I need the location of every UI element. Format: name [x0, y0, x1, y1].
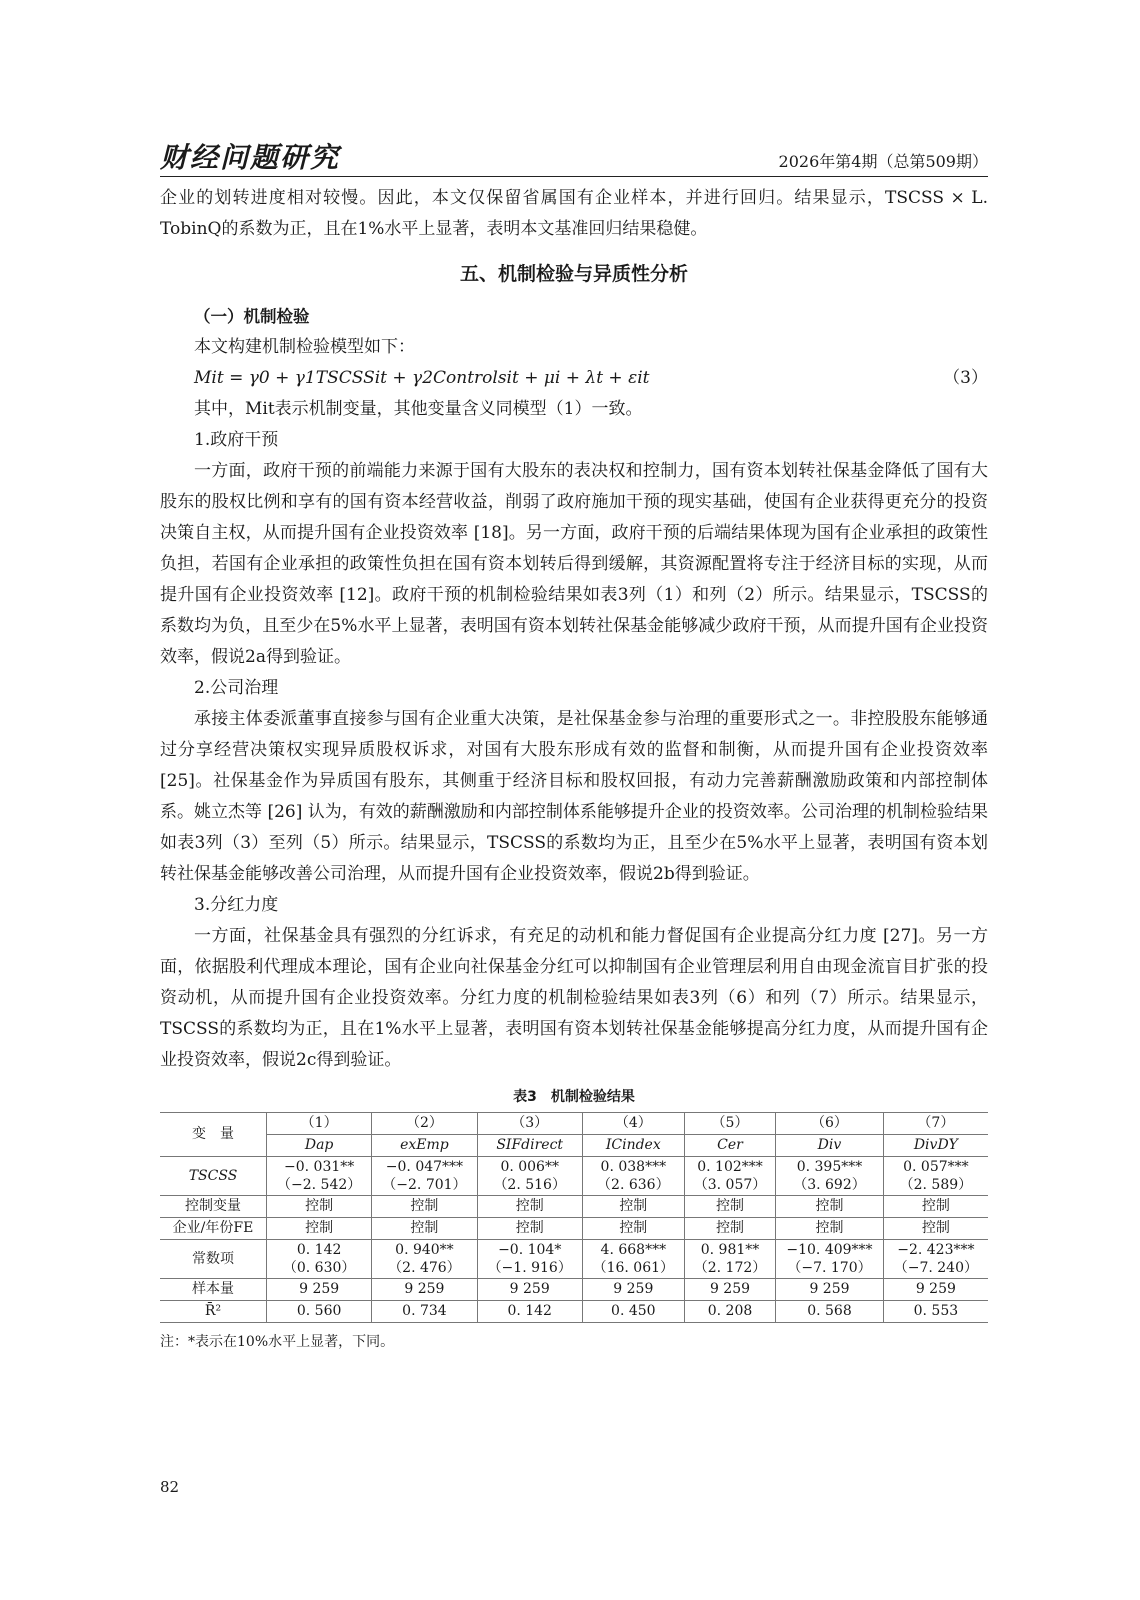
table-row-r2: [160, 1301, 988, 1323]
heading-gov-intervention: 1.政府干预: [194, 430, 279, 450]
journal-title: 财经问题研究: [160, 141, 341, 174]
table-cell: [267, 1240, 372, 1279]
heading-dividend: 3.分红力度: [194, 895, 279, 915]
tstat: （2. 636）: [597, 1177, 670, 1193]
col-var: DivDY: [883, 1135, 988, 1157]
table-cell: [372, 1157, 477, 1196]
table-cell: 9 259: [267, 1279, 372, 1301]
col-var: Cer: [684, 1135, 775, 1157]
table-cell: 控制: [776, 1218, 884, 1240]
issue-info: 2026年第4期（总第509期）: [778, 152, 988, 171]
table-cell: 控制: [582, 1196, 684, 1218]
tstat: （−2. 701）: [382, 1177, 467, 1193]
tstat: （−2. 542）: [277, 1177, 362, 1193]
coef: −0. 047***: [385, 1159, 464, 1175]
table-cell: [776, 1157, 884, 1196]
heading-corporate-governance: 2.公司治理: [194, 678, 279, 698]
table-cell: [883, 1157, 988, 1196]
tstat: （16. 061）: [592, 1260, 675, 1276]
table-cell: [582, 1157, 684, 1196]
table-title: 表3 机制检验结果: [513, 1089, 635, 1105]
col-var: SIFdirect: [477, 1135, 582, 1157]
tstat: （−1. 916）: [487, 1260, 572, 1276]
table-cell: [776, 1240, 884, 1279]
paragraph-p3: 一方面，政府干预的前端能力来源于国有大股东的表决权和控制力，国有资本划转社保基金降低了国有大股东的股权比例和享有的国有资本经营收益，削弱了政府施加干预的现实基础，使国有企业获得更充分的投资决策自主权，从而提升国有企业投资效率 [18]。另一方面，政府干预的后端结果体现为国有企业承担的政策性负担，若国有企业承担的政策性负担在国有资本划转后得到缓解，其资源配置将专注于经济目标的实现，从而提升国有企业投资效率 [12]。政府干预的机制检验结果如表3列（1）和列（2）所示。结果显示，TSCSS的系数均为负，且至少在5%水平上显著，表明国有资本划转社保基金能够减少政府干预，从而提升国有企业投资效率，假说2a得到验证。: [160, 461, 988, 667]
coef: 0. 395***: [796, 1159, 863, 1175]
tstat: （3. 692）: [793, 1177, 866, 1193]
coef: 0. 057***: [903, 1159, 969, 1175]
table-cell: 控制: [776, 1196, 884, 1218]
table-cell: 9 259: [582, 1279, 684, 1301]
coef: −10. 409***: [786, 1242, 873, 1258]
table-row-fe: [160, 1218, 988, 1240]
subsection-title: （一）机制检验: [194, 307, 310, 326]
row-label: TSCSS: [160, 1157, 267, 1196]
table-cell: [477, 1240, 582, 1279]
col-num: （1）: [267, 1113, 372, 1135]
coef: 0. 981**: [700, 1242, 760, 1258]
col-var: Dap: [267, 1135, 372, 1157]
col-num: （7）: [883, 1113, 988, 1135]
body-text: [160, 183, 988, 1076]
table-cell: 控制: [267, 1218, 372, 1240]
table-cell: 0. 568: [776, 1301, 884, 1323]
table-cell: 9 259: [477, 1279, 582, 1301]
row-label: 企业/年份FE: [160, 1218, 267, 1240]
col-num: （4）: [582, 1113, 684, 1135]
coef: −0. 104*: [498, 1242, 562, 1258]
table-cell: 0. 560: [267, 1301, 372, 1323]
table-note: 注：*表示在10%水平上显著，下同。: [160, 1334, 395, 1350]
table-cell: 控制: [582, 1218, 684, 1240]
table-cell: 控制: [267, 1196, 372, 1218]
coef: −2. 423***: [897, 1242, 975, 1258]
tstat: （2. 172）: [693, 1260, 767, 1276]
table-cell: [883, 1240, 988, 1279]
table-cell: 控制: [477, 1196, 582, 1218]
tstat: （−7. 240）: [893, 1260, 978, 1276]
col-var: exEmp: [372, 1135, 477, 1157]
results-table: [160, 1112, 988, 1323]
table-cell: 控制: [883, 1196, 988, 1218]
table-cell: 控制: [477, 1218, 582, 1240]
tstat: （−7. 170）: [787, 1260, 872, 1276]
equation: Mit = γ0 + γ1TSCSSit + γ2Controlsit + μi + λt + εit: [194, 368, 650, 388]
coef: 0. 940**: [395, 1242, 454, 1258]
tstat: （3. 057）: [693, 1177, 767, 1193]
table-cell: 9 259: [372, 1279, 477, 1301]
paragraph-p2: 其中，Mit表示机制变量，其他变量含义同模型（1）一致。: [194, 399, 643, 419]
col-num: （2）: [372, 1113, 477, 1135]
col-num: （5）: [684, 1113, 775, 1135]
table-varname-row: [160, 1135, 988, 1157]
tstat: （2. 589）: [899, 1177, 973, 1193]
tstat: （2. 476）: [388, 1260, 461, 1276]
table-row-constant: [160, 1240, 988, 1279]
paragraph-p1: 本文构建机制检验模型如下：: [194, 337, 415, 357]
equation-row: [160, 363, 988, 394]
tstat: （2. 516）: [493, 1177, 566, 1193]
page-header: [160, 136, 988, 177]
table-cell: 控制: [372, 1218, 477, 1240]
page-number: 82: [160, 1478, 180, 1496]
row-label: R̄²: [160, 1301, 267, 1323]
table-cell: 0. 734: [372, 1301, 477, 1323]
table-cell: [372, 1240, 477, 1279]
table-cell: 9 259: [776, 1279, 884, 1301]
coef: 0. 142: [296, 1242, 342, 1258]
row-label: 样本量: [160, 1279, 267, 1301]
table-cell: 控制: [883, 1218, 988, 1240]
col-num: （6）: [776, 1113, 884, 1135]
table-row-controls: [160, 1196, 988, 1218]
table-header-row: [160, 1113, 988, 1135]
paper-page: [160, 136, 988, 1351]
coef: 0. 006**: [500, 1159, 559, 1175]
equation-number: （3）: [943, 368, 988, 388]
paragraph-p5: 一方面，社保基金具有强烈的分红诉求，有充足的动机和能力督促国有企业提高分红力度 [27]。另一方面，依据股利代理成本理论，国有企业向社保基金分红可以抑制国有企业管理层利用自由现金流盲目扩张的投资动机，从而提升国有企业投资效率。分红力度的机制检验结果如表3列（6）和列（7）所示。结果显示，TSCSS的系数均为正，且在1%水平上显著，表明国有资本划转社保基金能够提高分红力度，从而提升国有企业投资效率，假说2c得到验证。: [160, 926, 988, 1070]
table-cell: 0. 142: [477, 1301, 582, 1323]
col-num: （3）: [477, 1113, 582, 1135]
paragraph-p4: 承接主体委派董事直接参与国有企业重大决策，是社保基金参与治理的重要形式之一。非控股股东能够通过分享经营决策权实现异质股权诉求，对国有大股东形成有效的监督和制衡，从而提升国有企业投资效率 [25]。社保基金作为异质国有股东，其侧重于经济目标和股权回报，有动力完善薪酬激励政策和内部控制体系。姚立杰等 [26] 认为，有效的薪酬激励和内部控制体系能够提升企业的投资效率。公司治理的机制检验结果如表3列（3）至列（5）所示。结果显示，TSCSS的系数均为正，且至少在5%水平上显著，表明国有资本划转社保基金能够改善公司治理，从而提升国有企业投资效率，假说2b得到验证。: [160, 709, 988, 884]
paragraph-p0: 企业的划转进度相对较慢。因此，本文仅保留省属国有企业样本，并进行回归。结果显示，TSCSS × L. TobinQ的系数为正，且在1%水平上显著，表明本文基准回归结果稳健。: [160, 188, 988, 239]
table-cell: 9 259: [883, 1279, 988, 1301]
section-title: 五、机制检验与异质性分析: [459, 263, 688, 285]
col-var: ICindex: [582, 1135, 684, 1157]
coef: 0. 038***: [600, 1159, 667, 1175]
tstat: （0. 630）: [282, 1260, 356, 1276]
table-cell: 0. 208: [684, 1301, 775, 1323]
table-cell: 控制: [684, 1196, 775, 1218]
coef: 4. 668***: [600, 1242, 667, 1258]
table-cell: [477, 1157, 582, 1196]
table-cell: 控制: [372, 1196, 477, 1218]
col-var: Div: [776, 1135, 884, 1157]
table-cell: 0. 450: [582, 1301, 684, 1323]
table-row-n: [160, 1279, 988, 1301]
table-row-tscss: [160, 1157, 988, 1196]
table-corner: 变 量: [160, 1113, 267, 1157]
coef: 0. 102***: [697, 1159, 763, 1175]
coef: −0. 031**: [284, 1159, 355, 1175]
row-label: 常数项: [160, 1240, 267, 1279]
table-cell: [267, 1157, 372, 1196]
table-cell: [684, 1240, 775, 1279]
table-cell: [684, 1157, 775, 1196]
table-cell: 控制: [684, 1218, 775, 1240]
table-cell: 0. 553: [883, 1301, 988, 1323]
table-cell: 9 259: [684, 1279, 775, 1301]
table-cell: [582, 1240, 684, 1279]
row-label: 控制变量: [160, 1196, 267, 1218]
